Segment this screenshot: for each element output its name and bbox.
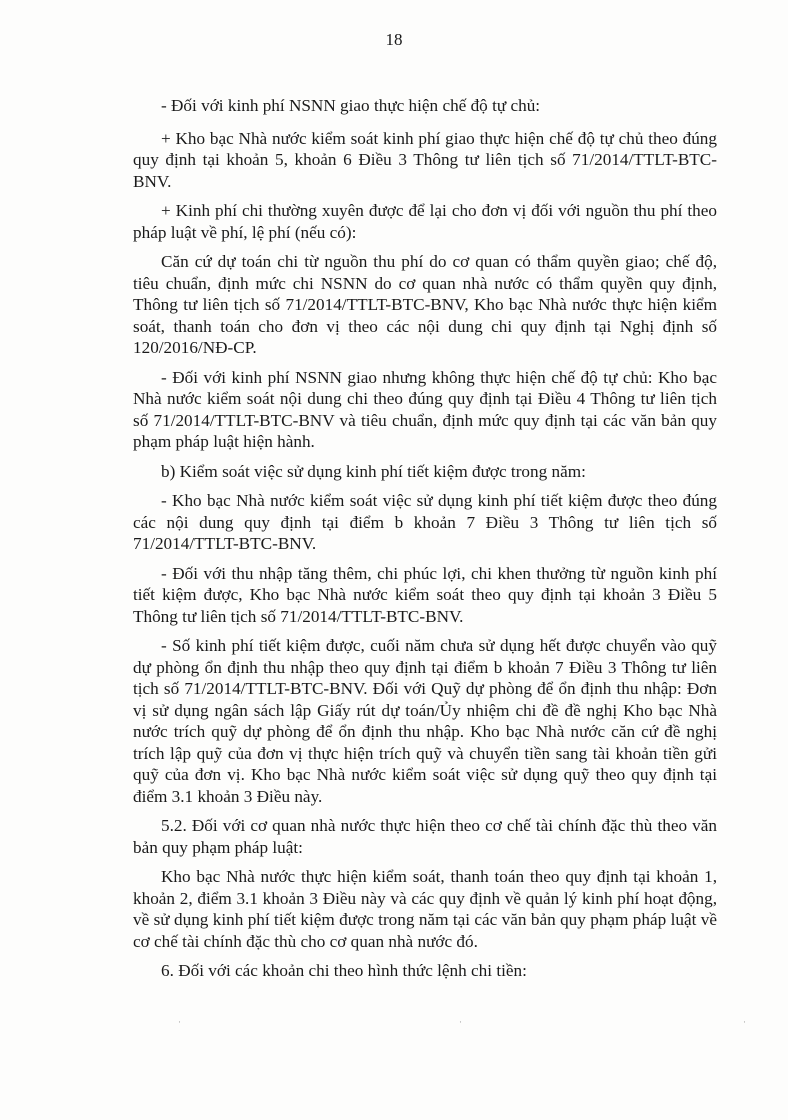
paragraph-savings-control-heading: b) Kiểm soát việc sử dụng kinh phí tiết kiệm được trong năm: [161,461,586,481]
paragraph-payment-order-heading: 6. Đối với các khoản chi theo hình thức lệnh chi tiền: [161,961,527,980]
scan-speck: · [743,1017,746,1027]
paragraph-autonomy-budget: - Đối với kinh phí NSNN giao thực hiện chế độ tự chủ: [161,96,541,115]
paragraph-non-autonomy-budget: - Đối với kinh phí NSNN giao nhưng không thực hiện chế độ tự chủ: Kho bạc Nhà nước kiểm soát nội dung chi theo đúng quy định tại Điều 4 Thông tư liên tịch số 71/2014/TTLT-BTC-BNV và tiêu chuẩn, định mức quy định tại các văn bản quy phạm pháp luật hiện hành. [133,367,717,451]
paragraph-reserve-fund: - Số kinh phí tiết kiệm được, cuối năm chưa sử dụng hết được chuyển vào quỹ dự phòng ổn định thu nhập theo quy định tại điểm b khoản 7 Điều 3 Thông tư liên tịch số 71/2014/TTLT-BTC-BNV. Đối với Quỹ dự phòng để ổn định thu nhập: Đơn vị sử dụng ngân sách lập Giấy rút dự toán/Ủy nhiệm chi đề đề nghị Kho bạc Nhà nước trích quỹ dự phòng để ổn định thu nhập. Kho bạc Nhà nước căn cứ đề nghị trích lập quỹ của đơn vị thực hiện trích quỹ và chuyển tiền sang tài khoản tiền gửi quỹ của đơn vị. Kho bạc Nhà nước kiểm soát việc sử dụng quỹ theo quy định tại điểm 3.1 khoản 3 Điều này. [133,636,717,806]
paragraph-recurrent-expenditure-fees: + Kinh phí chi thường xuyên được để lại cho đơn vị đối với nguồn thu phí theo pháp luật về phí, lệ phí (nếu có): [133,201,717,242]
page-number: 18 [385,30,403,49]
document-body [133,95,717,990]
paragraph-savings-control: - Kho bạc Nhà nước kiểm soát việc sử dụng kinh phí tiết kiệm được theo đúng các nội dung quy định tại điểm b khoản 7 Điều 3 Thông tư liên tịch số 71/2014/TTLT-BTC-BNV. [133,491,717,553]
paragraph-fee-revenue-estimate: Căn cứ dự toán chi từ nguồn thu phí do cơ quan có thẩm quyền giao; chế độ, tiêu chuẩn, định mức chi NSNN do cơ quan nhà nước có thẩm quyền quy định, Thông tư liên tịch số 71/2014/TTLT-BTC-BNV, Kho bạc Nhà nước thực hiện kiểm soát, thanh toán cho đơn vị theo các nội dung chi quy định tại Nghị định số 120/2016/NĐ-CP. [133,252,717,357]
paragraph-additional-income: - Đối với thu nhập tăng thêm, chi phúc lợi, chi khen thưởng từ nguồn kinh phí tiết kiệm được, Kho bạc Nhà nước kiểm soát theo quy định tại khoản 3 Điều 5 Thông tư liên tịch số 71/2014/TTLT-BTC-BNV. [133,563,717,626]
paragraph-special-mechanism: Kho bạc Nhà nước thực hiện kiểm soát, thanh toán theo quy định tại khoản 1, khoản 2, điểm 3.1 khoản 3 Điều này và các quy định về quản lý kinh phí hoạt động, về sử dụng kinh phí tiết kiệm được trong năm tại các văn bản quy phạm pháp luật về cơ chế tài chính đặc thù cho cơ quan nhà nước đó. [133,867,717,951]
paragraph-special-mechanism-heading: 5.2. Đối với cơ quan nhà nước thực hiện theo cơ chế tài chính đặc thù theo văn bản quy phạm pháp luật: [133,816,717,857]
paragraph-treasury-control-autonomy: + Kho bạc Nhà nước kiểm soát kinh phí giao thực hiện chế độ tự chủ theo đúng quy định tại khoản 5, khoản 6 Điều 3 Thông tư liên tịch số 71/2014/TTLT-BTC-BNV. [133,128,717,191]
scan-speck: · [178,1017,181,1027]
scan-speck: · [459,1017,462,1027]
